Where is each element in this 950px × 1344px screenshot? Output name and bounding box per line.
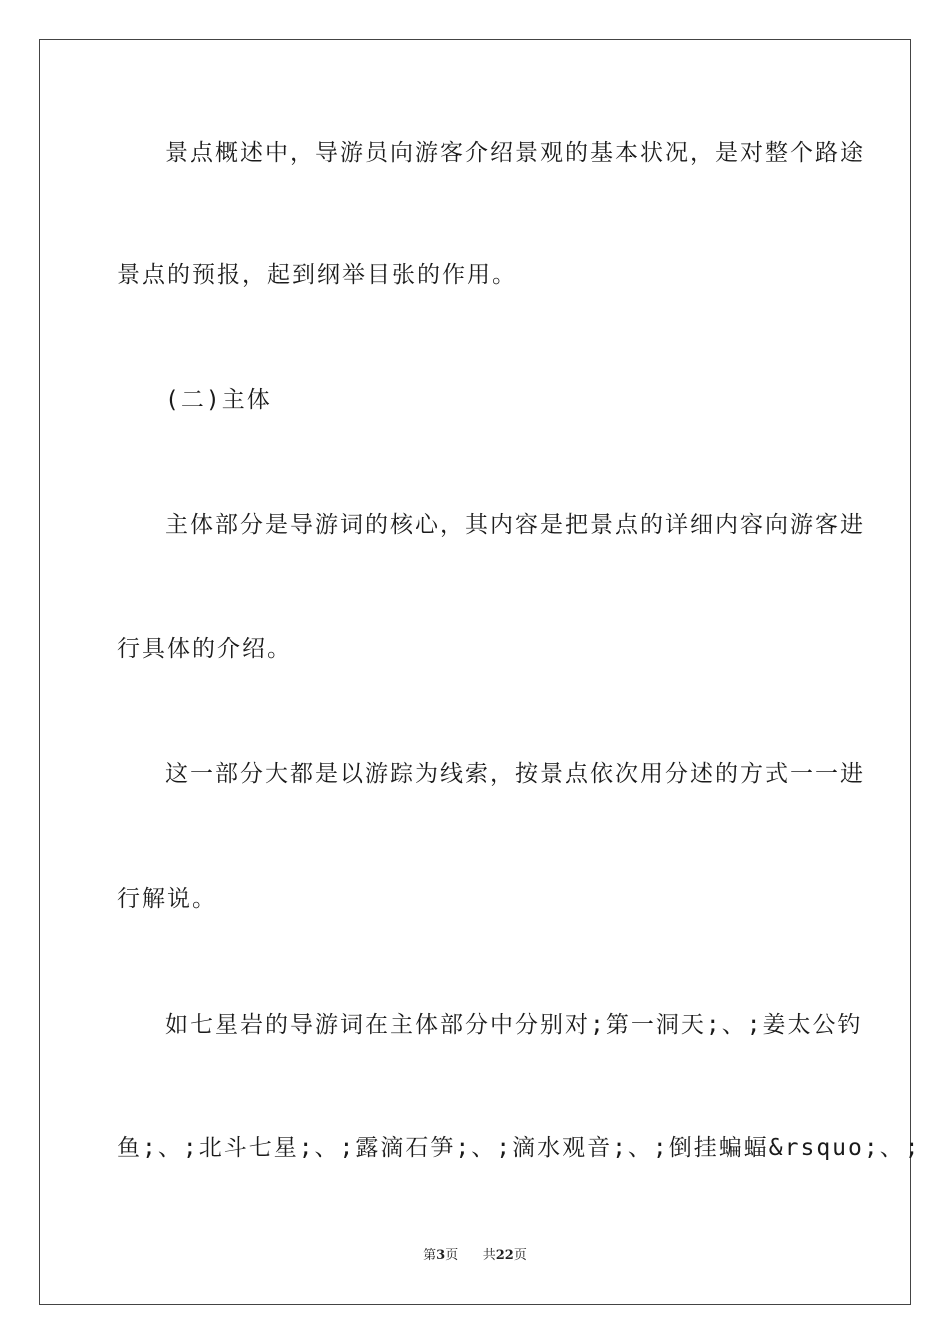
footer-prefix: 第 [423,1248,437,1263]
footer-page-number: 3 [436,1248,446,1263]
page-footer [0,1248,950,1264]
footer-total-prefix: 共 [482,1248,496,1263]
text-line-7: 行解说。 [117,886,217,912]
footer-page-suffix: 页 [445,1248,459,1263]
text-line-6: 这一部分大都是以游踪为线索，按景点依次用分述的方式一一进 [165,761,865,787]
text-line-5: 行具体的介绍。 [117,636,292,662]
text-line-8: 如七星岩的导游词在主体部分中分别对;第一洞天;、;姜太公钓 [165,1012,863,1038]
text-line-4: 主体部分是导游词的核心，其内容是把景点的详细内容向游客进 [165,512,865,538]
footer-total-pages: 22 [495,1248,514,1263]
section-heading: (二)主体 [165,387,272,413]
text-line-2: 景点的预报，起到纲举目张的作用。 [117,262,517,288]
page-border [39,39,921,1305]
footer-total-suffix: 页 [513,1248,527,1263]
text-line-9: 鱼;、;北斗七星;、;露滴石笋;、;滴水观音;、;倒挂蝙蝠&rsquo;、; [117,1135,921,1161]
text-line-1: 景点概述中，导游员向游客介绍景观的基本状况，是对整个路途 [165,140,865,166]
